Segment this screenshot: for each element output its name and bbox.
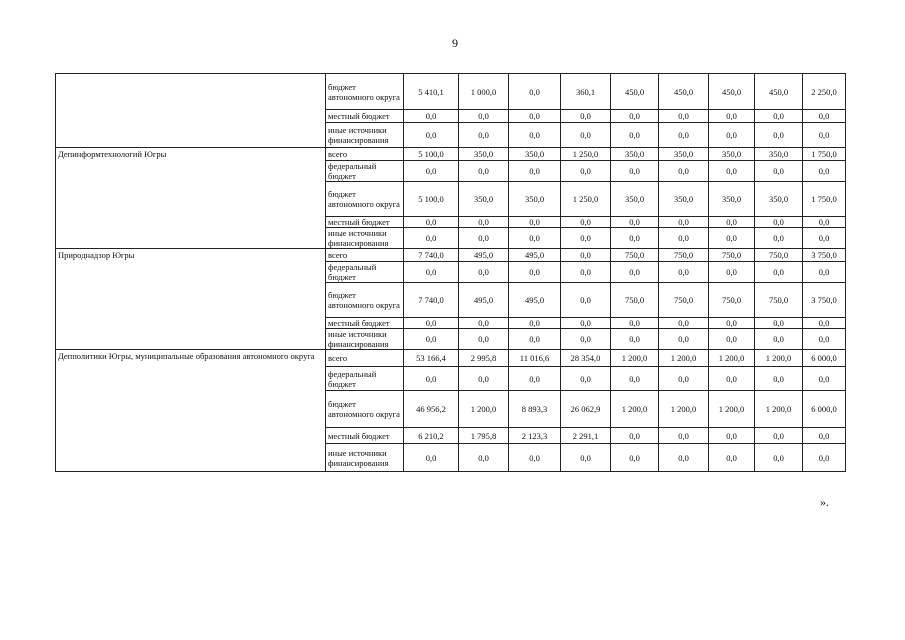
amount-cell: 0,0 bbox=[561, 283, 611, 318]
amount-cell: 750,0 bbox=[659, 283, 709, 318]
amount-cell: 0,0 bbox=[561, 329, 611, 350]
amount-cell: 0,0 bbox=[561, 249, 611, 262]
amount-cell: 0,0 bbox=[611, 428, 659, 444]
amount-cell: 350,0 bbox=[509, 182, 561, 217]
funding-source-cell: всего bbox=[326, 350, 404, 367]
amount-cell: 0,0 bbox=[561, 318, 611, 329]
amount-cell: 360,1 bbox=[561, 74, 611, 110]
amount-cell: 0,0 bbox=[459, 262, 509, 283]
amount-cell: 0,0 bbox=[509, 318, 561, 329]
funding-source-cell: федеральный бюджет bbox=[326, 161, 404, 182]
amount-cell: 1 200,0 bbox=[709, 391, 755, 428]
funding-source-cell: иные источники финансирования bbox=[326, 228, 404, 249]
amount-cell: 495,0 bbox=[459, 283, 509, 318]
amount-cell: 0,0 bbox=[459, 161, 509, 182]
amount-cell: 0,0 bbox=[561, 444, 611, 472]
amount-cell: 0,0 bbox=[509, 367, 561, 391]
amount-cell: 3 750,0 bbox=[803, 283, 846, 318]
amount-cell: 6 210,2 bbox=[404, 428, 459, 444]
amount-cell: 28 354,0 bbox=[561, 350, 611, 367]
amount-cell: 0,0 bbox=[611, 367, 659, 391]
amount-cell: 1 000,0 bbox=[459, 74, 509, 110]
amount-cell: 750,0 bbox=[659, 249, 709, 262]
amount-cell: 0,0 bbox=[611, 161, 659, 182]
amount-cell: 5 100,0 bbox=[404, 148, 459, 161]
amount-cell: 1 200,0 bbox=[611, 350, 659, 367]
funding-source-cell: бюджет автономного округа bbox=[326, 283, 404, 318]
amount-cell: 0,0 bbox=[611, 110, 659, 123]
amount-cell: 7 740,0 bbox=[404, 249, 459, 262]
amount-cell: 1 750,0 bbox=[803, 148, 846, 161]
amount-cell: 0,0 bbox=[509, 161, 561, 182]
funding-source-cell: местный бюджет bbox=[326, 110, 404, 123]
amount-cell: 0,0 bbox=[611, 123, 659, 148]
amount-cell: 0,0 bbox=[709, 228, 755, 249]
amount-cell: 0,0 bbox=[803, 329, 846, 350]
amount-cell: 350,0 bbox=[611, 182, 659, 217]
amount-cell: 350,0 bbox=[659, 182, 709, 217]
amount-cell: 1 795,8 bbox=[459, 428, 509, 444]
funding-source-cell: иные источники финансирования bbox=[326, 329, 404, 350]
amount-cell: 0,0 bbox=[659, 228, 709, 249]
amount-cell: 0,0 bbox=[509, 262, 561, 283]
funding-source-cell: иные источники финансирования bbox=[326, 123, 404, 148]
amount-cell: 53 166,4 bbox=[404, 350, 459, 367]
amount-cell: 0,0 bbox=[755, 110, 803, 123]
amount-cell: 0,0 bbox=[404, 329, 459, 350]
amount-cell: 2 291,1 bbox=[561, 428, 611, 444]
closing-quote-mark: ». bbox=[820, 495, 829, 509]
amount-cell: 0,0 bbox=[659, 161, 709, 182]
amount-cell: 350,0 bbox=[755, 182, 803, 217]
amount-cell: 0,0 bbox=[755, 367, 803, 391]
amount-cell: 0,0 bbox=[459, 367, 509, 391]
amount-cell: 1 200,0 bbox=[659, 391, 709, 428]
amount-cell: 11 016,6 bbox=[509, 350, 561, 367]
funding-source-cell: федеральный бюджет bbox=[326, 262, 404, 283]
amount-cell: 1 200,0 bbox=[659, 350, 709, 367]
funding-source-cell: местный бюджет bbox=[326, 217, 404, 228]
amount-cell: 8 893,3 bbox=[509, 391, 561, 428]
amount-cell: 0,0 bbox=[803, 123, 846, 148]
amount-cell: 0,0 bbox=[659, 217, 709, 228]
table-row bbox=[56, 249, 846, 262]
amount-cell: 0,0 bbox=[709, 428, 755, 444]
amount-cell: 0,0 bbox=[561, 161, 611, 182]
amount-cell: 450,0 bbox=[611, 74, 659, 110]
amount-cell: 350,0 bbox=[459, 148, 509, 161]
funding-source-cell: иные источники финансирования bbox=[326, 444, 404, 472]
amount-cell: 0,0 bbox=[755, 217, 803, 228]
funding-source-cell: всего bbox=[326, 148, 404, 161]
amount-cell: 0,0 bbox=[561, 110, 611, 123]
amount-cell: 0,0 bbox=[611, 217, 659, 228]
amount-cell: 0,0 bbox=[803, 367, 846, 391]
amount-cell: 0,0 bbox=[803, 161, 846, 182]
amount-cell: 0,0 bbox=[755, 318, 803, 329]
amount-cell: 0,0 bbox=[709, 329, 755, 350]
amount-cell: 0,0 bbox=[803, 217, 846, 228]
amount-cell: 0,0 bbox=[709, 161, 755, 182]
amount-cell: 0,0 bbox=[404, 318, 459, 329]
amount-cell: 0,0 bbox=[755, 228, 803, 249]
amount-cell: 0,0 bbox=[404, 161, 459, 182]
amount-cell: 450,0 bbox=[659, 74, 709, 110]
amount-cell: 1 250,0 bbox=[561, 148, 611, 161]
amount-cell: 0,0 bbox=[404, 217, 459, 228]
funding-source-cell: местный бюджет bbox=[326, 318, 404, 329]
table-row bbox=[56, 350, 846, 367]
amount-cell: 750,0 bbox=[611, 283, 659, 318]
amount-cell: 0,0 bbox=[659, 110, 709, 123]
amount-cell: 0,0 bbox=[611, 329, 659, 350]
amount-cell: 0,0 bbox=[404, 110, 459, 123]
org-name-cell: Депинформтехнологий Югры bbox=[56, 148, 326, 249]
amount-cell: 750,0 bbox=[755, 249, 803, 262]
amount-cell: 0,0 bbox=[803, 428, 846, 444]
amount-cell: 0,0 bbox=[755, 123, 803, 148]
amount-cell: 7 740,0 bbox=[404, 283, 459, 318]
amount-cell: 0,0 bbox=[459, 123, 509, 148]
amount-cell: 0,0 bbox=[509, 329, 561, 350]
amount-cell: 350,0 bbox=[509, 148, 561, 161]
amount-cell: 750,0 bbox=[755, 283, 803, 318]
amount-cell: 450,0 bbox=[709, 74, 755, 110]
amount-cell: 2 250,0 bbox=[803, 74, 846, 110]
amount-cell: 0,0 bbox=[404, 444, 459, 472]
amount-cell: 1 250,0 bbox=[561, 182, 611, 217]
amount-cell: 0,0 bbox=[561, 228, 611, 249]
amount-cell: 0,0 bbox=[659, 123, 709, 148]
page-number: 9 bbox=[452, 36, 458, 50]
amount-cell: 350,0 bbox=[459, 182, 509, 217]
org-name-cell: Природнадзор Югры bbox=[56, 249, 326, 350]
amount-cell: 0,0 bbox=[803, 228, 846, 249]
amount-cell: 0,0 bbox=[611, 228, 659, 249]
amount-cell: 350,0 bbox=[709, 182, 755, 217]
amount-cell: 5 100,0 bbox=[404, 182, 459, 217]
amount-cell: 1 200,0 bbox=[755, 350, 803, 367]
amount-cell: 750,0 bbox=[709, 283, 755, 318]
amount-cell: 0,0 bbox=[404, 262, 459, 283]
amount-cell: 0,0 bbox=[509, 74, 561, 110]
amount-cell: 350,0 bbox=[659, 148, 709, 161]
amount-cell: 0,0 bbox=[459, 318, 509, 329]
amount-cell: 0,0 bbox=[803, 318, 846, 329]
amount-cell: 0,0 bbox=[709, 444, 755, 472]
amount-cell: 0,0 bbox=[709, 318, 755, 329]
amount-cell: 1 200,0 bbox=[459, 391, 509, 428]
amount-cell: 0,0 bbox=[561, 123, 611, 148]
amount-cell: 0,0 bbox=[755, 262, 803, 283]
amount-cell: 0,0 bbox=[803, 262, 846, 283]
amount-cell: 6 000,0 bbox=[803, 391, 846, 428]
amount-cell: 0,0 bbox=[404, 367, 459, 391]
amount-cell: 1 200,0 bbox=[611, 391, 659, 428]
amount-cell: 0,0 bbox=[459, 110, 509, 123]
budget-table bbox=[55, 73, 846, 472]
amount-cell: 0,0 bbox=[755, 329, 803, 350]
amount-cell: 0,0 bbox=[459, 228, 509, 249]
funding-source-cell: бюджет автономного округа bbox=[326, 74, 404, 110]
amount-cell: 0,0 bbox=[611, 318, 659, 329]
funding-source-cell: всего bbox=[326, 249, 404, 262]
amount-cell: 0,0 bbox=[611, 444, 659, 472]
amount-cell: 0,0 bbox=[709, 262, 755, 283]
amount-cell: 0,0 bbox=[509, 228, 561, 249]
amount-cell: 750,0 bbox=[709, 249, 755, 262]
amount-cell: 1 200,0 bbox=[755, 391, 803, 428]
amount-cell: 0,0 bbox=[709, 123, 755, 148]
amount-cell: 0,0 bbox=[509, 217, 561, 228]
amount-cell: 0,0 bbox=[611, 262, 659, 283]
amount-cell: 0,0 bbox=[561, 367, 611, 391]
amount-cell: 0,0 bbox=[404, 123, 459, 148]
amount-cell: 0,0 bbox=[755, 444, 803, 472]
amount-cell: 0,0 bbox=[709, 217, 755, 228]
amount-cell: 2 123,3 bbox=[509, 428, 561, 444]
amount-cell: 0,0 bbox=[709, 367, 755, 391]
amount-cell: 0,0 bbox=[459, 444, 509, 472]
amount-cell: 0,0 bbox=[803, 444, 846, 472]
amount-cell: 0,0 bbox=[404, 228, 459, 249]
amount-cell: 350,0 bbox=[709, 148, 755, 161]
amount-cell: 350,0 bbox=[611, 148, 659, 161]
amount-cell: 0,0 bbox=[659, 329, 709, 350]
amount-cell: 0,0 bbox=[659, 428, 709, 444]
amount-cell: 495,0 bbox=[509, 283, 561, 318]
amount-cell: 0,0 bbox=[803, 110, 846, 123]
amount-cell: 0,0 bbox=[659, 318, 709, 329]
amount-cell: 495,0 bbox=[509, 249, 561, 262]
amount-cell: 3 750,0 bbox=[803, 249, 846, 262]
funding-source-cell: бюджет автономного округа bbox=[326, 391, 404, 428]
amount-cell: 0,0 bbox=[509, 123, 561, 148]
amount-cell: 46 956,2 bbox=[404, 391, 459, 428]
amount-cell: 26 062,9 bbox=[561, 391, 611, 428]
amount-cell: 0,0 bbox=[561, 262, 611, 283]
funding-source-cell: бюджет автономного округа bbox=[326, 182, 404, 217]
org-name-cell bbox=[56, 74, 326, 148]
funding-source-cell: местный бюджет bbox=[326, 428, 404, 444]
amount-cell: 350,0 bbox=[755, 148, 803, 161]
amount-cell: 0,0 bbox=[459, 217, 509, 228]
funding-source-cell: федеральный бюджет bbox=[326, 367, 404, 391]
amount-cell: 495,0 bbox=[459, 249, 509, 262]
amount-cell: 0,0 bbox=[509, 444, 561, 472]
amount-cell: 0,0 bbox=[755, 161, 803, 182]
amount-cell: 0,0 bbox=[659, 262, 709, 283]
amount-cell: 0,0 bbox=[509, 110, 561, 123]
table-row bbox=[56, 148, 846, 161]
amount-cell: 0,0 bbox=[561, 217, 611, 228]
amount-cell: 750,0 bbox=[611, 249, 659, 262]
amount-cell: 450,0 bbox=[755, 74, 803, 110]
org-name-cell: Депполитики Югры, муниципальные образования автономного округа bbox=[56, 350, 326, 472]
amount-cell: 2 995,8 bbox=[459, 350, 509, 367]
amount-cell: 1 750,0 bbox=[803, 182, 846, 217]
amount-cell: 0,0 bbox=[659, 367, 709, 391]
amount-cell: 0,0 bbox=[709, 110, 755, 123]
amount-cell: 5 410,1 bbox=[404, 74, 459, 110]
table-row bbox=[56, 74, 846, 110]
amount-cell: 0,0 bbox=[755, 428, 803, 444]
amount-cell: 6 000,0 bbox=[803, 350, 846, 367]
amount-cell: 0,0 bbox=[459, 329, 509, 350]
amount-cell: 1 200,0 bbox=[709, 350, 755, 367]
amount-cell: 0,0 bbox=[659, 444, 709, 472]
